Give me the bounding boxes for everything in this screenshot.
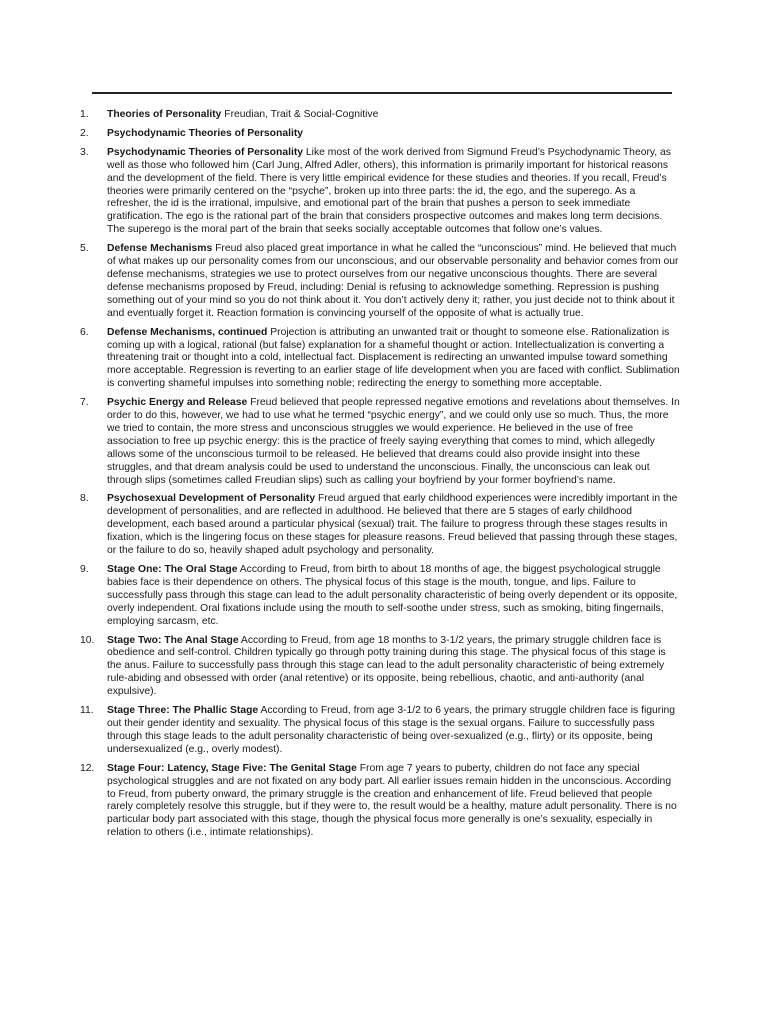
item-text	[107, 397, 680, 487]
list-item	[80, 635, 680, 700]
item-number: 10.	[80, 634, 95, 646]
item-body: According to Freud, from age 18 months to 3-1/2 years, the primary struggle children face is obedience and self-control. Children typically go through potty training during this stage. The physical focus of this stage is the anus. Failure to successfully pass through this stage can lead to the adult personality characteristic of being extremely rule-abiding and obsessed with order (anal retentive) or its opposite, being rebellious, chaotic, and anti-authority (anal expulsive).	[107, 634, 666, 698]
item-text	[107, 493, 680, 558]
item-body: According to Freud, from age 3-1/2 to 6 years, the primary struggle children face is figuring out their gender identity and sexuality. The physical focus of this stage is the sexual organs. Failure to successfully pass through this stage leads to the adult personality characteristic of being over-sexualized (e.g., flirty) or its opposite, being undersexualized (e.g., overly modest).	[107, 705, 676, 755]
item-title: Stage One: The Oral Stage	[107, 564, 238, 575]
item-title: Psychic Energy and Release	[107, 397, 248, 409]
item-number: 12.	[80, 762, 95, 774]
numbered-list	[80, 109, 680, 852]
item-number: 1.	[80, 109, 89, 120]
item-title: Defense Mechanisms, continued	[107, 326, 268, 338]
item-body: Freud believed that people repressed negative emotions and revelations about themselves. In order to do this, however, we had to use what he termed “psychic energy”, and we could only use so much. Thus, the more we tried to contain, the more stress and unconscious struggles we would experience. He believed in the use of free association to free up psychic energy: this is the practice of freely saying everything that comes to mind, which allegedly allows some of the unconscious turmoil to be released. He believed that dreams could also provide insight into these struggles, and that dream analysis could be used to understand the unconscious. Finally, the unconscious can leak out through slips (sometimes called Freudian slips) such as calling your boyfriend by your former boyfriend’s name.	[107, 397, 680, 486]
item-body: From age 7 years to puberty, children do not face any special psychological struggles and are not fixated on any body part. All earlier issues remain hidden in the unconscious. According to Freud, from puberty onward, the primary struggle is the creation and enhancement of life. Freud believed that people rarely completely resolve this struggle, but if they were to, the result would be a healthy, mature adult personality. There is no particular body part associated with this stage, though the physical focus more generally is one’s sexuality, especially in relation to others (i.e., intimate relationships).	[107, 762, 677, 839]
item-number: 7.	[80, 397, 89, 409]
item-body: Freud also placed great importance in what he called the “unconscious” mind. He believed that much of what makes up our personality comes from our unconscious, and our observable personality and behavior comes from our defense mechanisms, strategies we use to protect ourselves from our negative unconscious thoughts. There are several defense mechanisms proposed by Freud, including: Denial is refusing to acknowledge something. Repression is pushing something out of your mind so you do not think about it. You don’t actively deny it; rather, you just decide not to think about it and eventually forget it. Reaction formation is convincing yourself of the opposite of what is actually true.	[107, 243, 679, 319]
item-text	[107, 109, 680, 122]
item-title: Stage Three: The Phallic Stage	[107, 705, 259, 717]
list-item	[80, 128, 680, 141]
list-item	[80, 327, 680, 392]
item-number: 9.	[80, 564, 89, 575]
list-item	[80, 493, 680, 558]
item-body: Freud argued that early childhood experiences were incredibly important in the development of personalities, and are reflected in adulthood. He believed that there are 5 stages of early childhood development, each based around a particular physical (sexual) trait. The failure to progress through these stages results in fixation, which is the lingering focus on these stages for pleasure reasons. Freud believed that passing through these stages, or the failure to do so, heavily shaped adult psychology and personality.	[107, 493, 678, 557]
list-item	[80, 109, 680, 122]
list-item	[80, 564, 680, 629]
item-number: 8.	[80, 493, 89, 505]
item-text	[107, 147, 680, 237]
header-rule	[92, 92, 672, 94]
item-text	[107, 635, 680, 700]
item-body: Projection is attributing an unwanted trait or thought to someone else. Rationalization is coming up with a logical, rational (but false) explanation for a shameful thought or action. Intellectualization is converting a threatening trait or thought into a cold, intellectual fact. Displacement is redirecting an unwanted impulse toward something more acceptable. Regression is reverting to an earlier stage of life development when you are faced with conflict. Sublimation is converting shameful impulses into something noble; redirecting the energy to something more acceptable.	[107, 326, 680, 390]
item-number: 6.	[80, 326, 89, 338]
list-item	[80, 397, 680, 487]
item-text	[107, 128, 680, 141]
list-item	[80, 147, 680, 237]
list-item	[80, 763, 680, 840]
item-body: According to Freud, from birth to about 18 months of age, the biggest psychological struggle babies face is their dependence on others. The physical focus of this stage is the mouth, tongue, and lips. Failure to successfully pass through this stage can lead to the adult personality characteristic of being overly dependent or its opposite, overly independent. Oral fixations include using the mouth to self-soothe under stress, such as smoking, biting fingernails, employing sarcasm, etc.	[107, 564, 678, 627]
item-title: Theories of Personality	[107, 109, 222, 120]
item-text	[107, 705, 680, 757]
item-text	[107, 327, 680, 392]
list-item	[80, 243, 680, 320]
item-title: Psychodynamic Theories of Personality	[107, 127, 304, 139]
item-title: Psychodynamic Theories of Personality	[107, 146, 304, 158]
item-text	[107, 763, 680, 840]
item-number: 3.	[80, 146, 89, 158]
item-title: Stage Four: Latency, Stage Five: The Genital Stage	[107, 762, 357, 774]
item-number: 2.	[80, 127, 89, 139]
item-text	[107, 564, 680, 629]
item-number: 11.	[80, 705, 94, 717]
list-item	[80, 705, 680, 757]
item-body: Freudian, Trait & Social-Cognitive	[221, 109, 379, 120]
item-title: Stage Two: The Anal Stage	[107, 634, 239, 646]
item-text	[107, 243, 680, 320]
item-body: Like most of the work derived from Sigmund Freud’s Psychodynamic Theory, as well as those who followed him (Carl Jung, Alfred Adler, others), this information is primarily important for historical reasons and the development of the field. There is very little empirical evidence for these studies and theories. If you recall, Freud’s theories were primarily centered on the “psyche”, broken up into three parts: the id, the ego, and the superego. As a refresher, the id is the irrational, impulsive, and emotional part of the brain that pushes a person to seek immediate gratification. The ego is the rational part of the brain that considers prospective outcomes and makes long term decisions. The superego is the moral part of the brain that seeks socially acceptable outcomes that follow one’s values.	[107, 146, 671, 236]
item-title: Psychosexual Development of Personality	[107, 493, 316, 505]
item-number: 5.	[80, 243, 89, 255]
item-title: Defense Mechanisms	[107, 243, 213, 255]
